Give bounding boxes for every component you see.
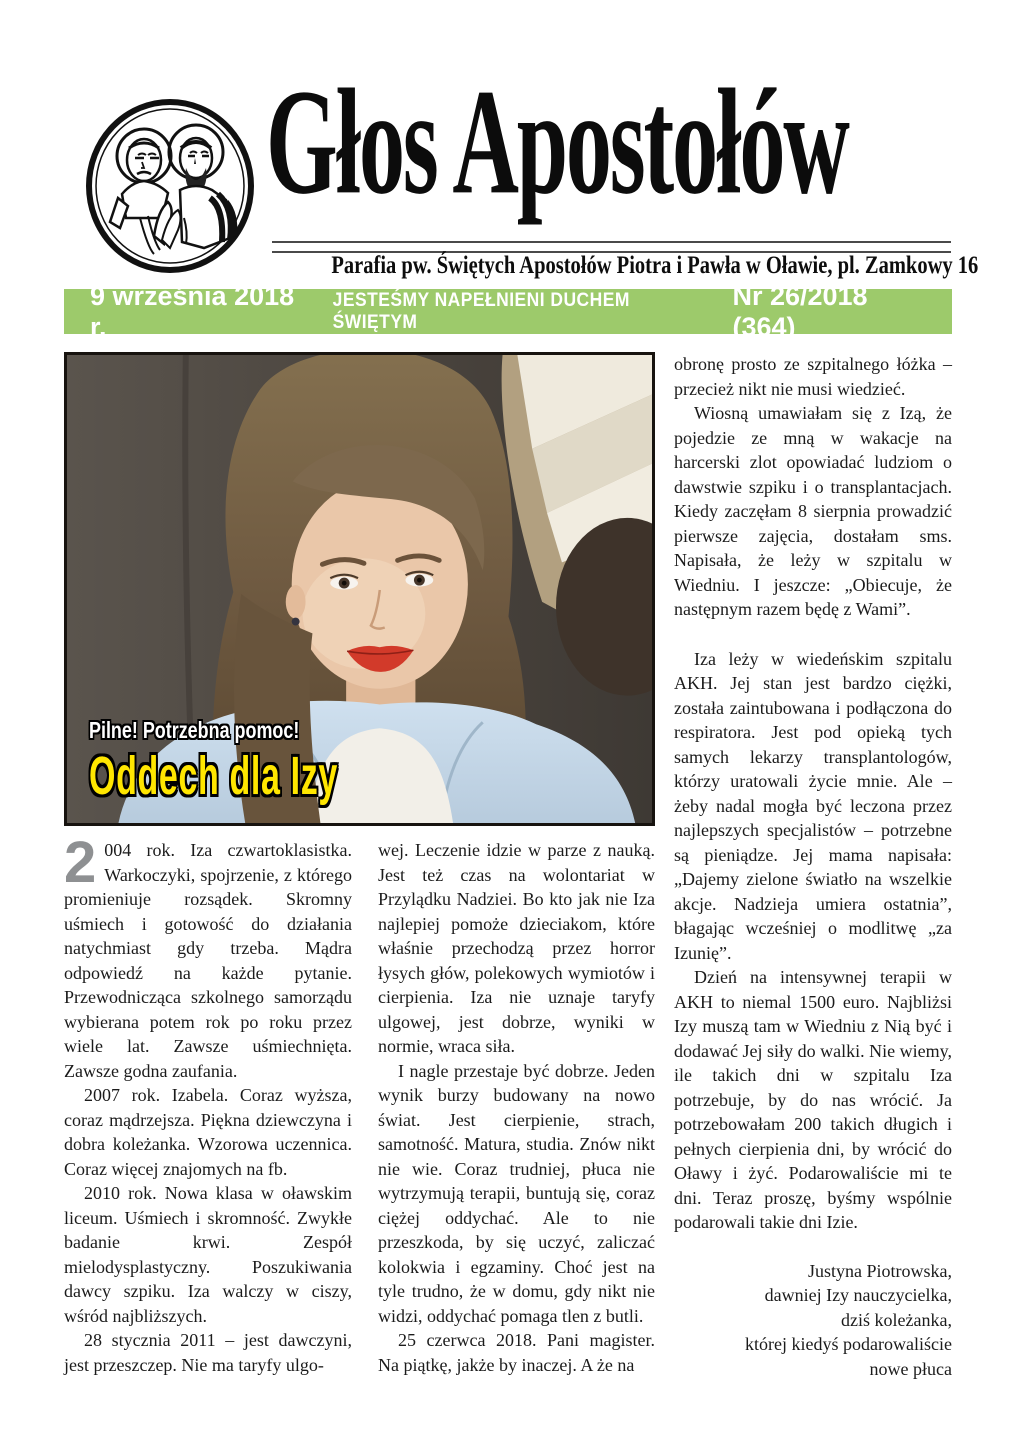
- paragraph: 004 rok. Iza czwartoklasistka. Warkoczyki, spojrzenie, z którego promieniuje rozsądek. Skromny uśmiech i gotowość do działania natychmiast gdy trzeba. Mądra odpowiedź na każde pytanie. Przewodnicząca szkolnego samorządu wybierana potem rok po roku przez wiele lat. Zawsze uśmiechnięta. Zawsze godna zaufania.: [64, 840, 352, 1081]
- paragraph: 28 stycznia 2011 – jest dawczyni, jest przeszczep. Nie ma taryfy ulgo-: [64, 1330, 352, 1375]
- paragraph: wej. Leczenie idzie w parze z nauką. Jest też czas na wolontariat w Przylądku Nadziei. Bo kto jak nie Iza najlepiej pomoże dzieciakom, które właśnie przechodzą przez horror łysych głów, polekowych wymiotów i cierpienia. Iza nie uznaje taryfy ulgowej, jest dobrze, wyniki w normie, wraca siła.: [378, 840, 655, 1056]
- issue-bar: [64, 280, 952, 342]
- paragraph: Iza leży w wiedeńskim szpitalu AKH. Jej stan jest bardzo ciężki, została zaintubowana i podłączona do respiratora. Jest pod opieką tych samych lekarzy transplantologów, którzy uratowali życie mnie. Ale – żeby nadal mogła być leczona przez najlepszych specjalistów – potrzebne są pieniądze. Jej mama napisała: „Dajemy zielone światło na wszelkie akcje. Nadzieja umiera ostatnia”, błagając wcześniej o modlitwę „za Izunię”.: [674, 648, 952, 963]
- paragraph: 2010 rok. Nowa klasa w oławskim liceum. Uśmiech i skromność. Zwykłe badanie krwi. Zespół mielodysplastyczny. Poszukiwania dawcy szpiku. Iza walczy w ciszy, wśród najbliższych.: [64, 1183, 352, 1326]
- newsletter-title: Głos Apostołów: [266, 57, 848, 226]
- paragraph: I nagle przestaje być dobrze. Jeden wynik burzy budowany na nowo świat. Jest cierpienie, strach, samotność. Matura, studia. Znów nikt nie wie. Coraz trudniej, płuca nie wytrzymują terapii, buntują się, coraz ciężej oddychać. Ale to nie przeszkoda, by się uczyć, zaliczać kolokwia i egzaminy. Choć jest na tyle trudno, że w domu, gdy nikt nie widzi, oddychać pomaga tlen z butli.: [378, 1060, 655, 1326]
- apostles-emblem-icon: [84, 98, 256, 274]
- feature-headline: Oddech dla Izy: [89, 746, 338, 806]
- issue-number: Nr 26/2018 (364): [732, 280, 868, 342]
- article-column-1: [64, 830, 352, 1377]
- article-column-3: [674, 352, 952, 1381]
- dropcap-2: 2: [64, 830, 97, 895]
- issue-date: 9 września 2018 r.: [90, 280, 295, 342]
- signature-line: nowe płuca: [869, 1358, 952, 1379]
- signature-line: Justyna Piotrowska,: [808, 1260, 952, 1281]
- paragraph: obronę prosto ze szpitalnego łóżka – przecież nikt nie musi wiedzieć.: [674, 354, 952, 399]
- feature-photo: [64, 352, 655, 826]
- signature-line: której kiedyś podarowaliście: [745, 1334, 952, 1354]
- article-signature: [674, 1259, 952, 1382]
- paragraph: 25 czerwca 2018. Pani magister. Na piątkę, jakże by inaczej. A że na: [378, 1330, 655, 1375]
- paragraph: 2007 rok. Izabela. Coraz wyższa, coraz mądrzejsza. Piękna dziewczyna i dobra koleżanka. Wzorowa uczennica. Coraz więcej znajomych na fb.: [64, 1085, 352, 1179]
- paragraph: Wiosną umawiałam się z Izą, że pojedzie ze mną w wakacje na harcerski zlot opowiadać ludziom o dawstwie szpiku i o transplantacjach. Kiedy zaczęłam 8 sierpnia prowadzić pierwsze zajęcia, dostałam sms. Napisała, że leży w szpitalu w Wiedniu. I jeszcze: „Obiecuje, że następnym razem będę z Wami”.: [674, 403, 952, 619]
- parish-subtitle: Parafia pw. Świętych Apostołów Piotra i Pawła w Oławie, pl. Zamkowy 16: [331, 252, 979, 279]
- signature-line: dziś koleżanka,: [841, 1309, 952, 1330]
- signature-line: dawniej Izy nauczycielka,: [764, 1285, 952, 1305]
- issue-motto: JESTEŚMY NAPEŁNIENI DUCHEM ŚWIĘTYM: [332, 289, 630, 333]
- paragraph-with-dropcap: [64, 830, 352, 1083]
- article-column-2: [378, 838, 655, 1377]
- article-columns-1-2: [64, 830, 655, 1377]
- photo-kicker: Pilne! Potrzebna pomoc!: [89, 717, 300, 743]
- paragraph: Dzień na intensywnej terapii w AKH to niemal 1500 euro. Najbliżsi Izy muszą tam w Wiedniu z Nią być i dodawać Jej siły do walki. Nie wiemy, ile takich dni w szpitalu Iza potrzebuje, by do nas wrócić. Ja potrzebowałam 200 takich długich i pełnych cierpienia dni, by wrócić do Oławy i żyć. Podarowaliście mi te dni. Teraz proszę, byśmy wspólnie podarowali takie dni Izie.: [674, 967, 952, 1232]
